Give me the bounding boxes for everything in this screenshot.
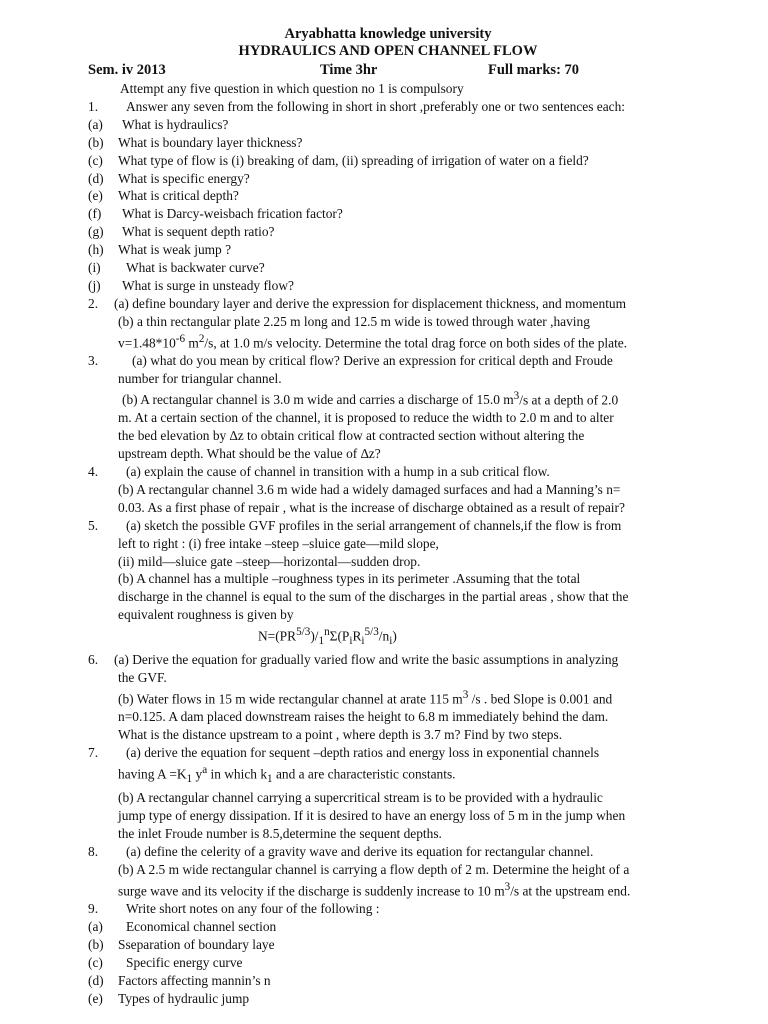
list-item: (e) Types of hydraulic jump [88, 990, 250, 1006]
subject-title: HYDRAULICS AND OPEN CHANNEL FLOW [238, 43, 538, 59]
question-6: 6. (a) Derive the equation for gradually varied flow and write the basic assumptions in analyzing [88, 652, 619, 668]
exam-time: Time 3hr [320, 62, 378, 78]
question-1 [88, 98, 718, 116]
question-number: 9. [88, 901, 99, 917]
list-item: (j) What is surge in unsteady flow? [88, 277, 294, 293]
list-item: (d) Factors affecting mannin’s n [88, 972, 271, 988]
question-text: Answer any seven from the following in short in short ,preferably one or two sentences each: [126, 98, 626, 114]
university-name: Aryabhatta knowledge university [284, 26, 492, 42]
list-item: (a) What is hydraulics? [88, 116, 229, 132]
question-number: 7. [88, 745, 99, 761]
list-item: (a) Economical channel section [88, 918, 277, 934]
semester: Sem. iv 2013 [88, 62, 166, 78]
question-number: 3. [88, 353, 99, 369]
question-3: 3. (a) what do you mean by critical flow? Derive an expression for critical depth and Froude [88, 353, 613, 369]
list-item: (f) What is Darcy-weisbach frication factor? [88, 206, 343, 222]
exam-meta [88, 60, 718, 80]
list-item: (i) What is backwater curve? [88, 260, 265, 276]
list-item: (c) Specific energy curve [88, 954, 243, 970]
question-number: 6. [88, 652, 99, 668]
list-item: (e) What is critical depth? [88, 188, 239, 204]
question-number: 5. [88, 517, 99, 533]
list-item: (b) Sseparation of boundary laye [88, 936, 275, 952]
list-item: (d) What is specific energy? [88, 170, 250, 186]
full-marks: Full marks: 70 [488, 62, 580, 78]
question-number: 4. [88, 463, 99, 479]
question-8: 8. (a) define the celerity of a gravity wave and derive its equation for rectangular channel. [88, 843, 594, 859]
question-9: 9. Write short notes on any four of the following : [88, 901, 380, 917]
list-item: (h) What is weak jump ? [88, 242, 232, 258]
question-number: 2. [88, 295, 99, 311]
question-7: 7. (a) derive the equation for sequent –depth ratios and energy loss in exponential channels [88, 745, 600, 761]
question-2: 2. (a) define boundary layer and derive the expression for displacement thickness, and momentum [88, 295, 627, 311]
question-5: 5. (a) sketch the possible GVF profiles in the serial arrangement of channels,if the flow is from [88, 517, 622, 533]
list-item: (c) What type of flow is (i) breaking of dam, (ii) spreading of irrigation of water on a field? [88, 152, 589, 168]
question-number: 8. [88, 843, 99, 859]
question-number: 1. [88, 98, 99, 114]
exam-paper: Aryabhatta knowledge university HYDRAULICS AND OPEN CHANNEL FLOW Sem. iv 2013 Time 3hr Full marks: 70 Attempt any five question in which question no 1 is compulsory 1. Answer any seven from the following in short in short ,preferably one or two sentences each: (a) What is hydraulics? (b) What is boundary layer thickness? (c) What type of flow is (i) breaking of dam, (ii) spreading of irrigation of water on a field? (d) What is specific energy? (e) What is critical depth? (f) What is Darcy-weisbach frication factor? (g) What is sequent depth ratio? (h) What is weak jump ? (i) What is backwater curve? (j) What is surge in unsteady flow? 2. (a) define boundary layer and derive the expression for displacement thickness, and momentum (b) a thin rectangular plate 2.25 m long and 12.5 m wide is towed through water ,having $v=1.48*10^{-6}$ $m^2/s$, at 1.0 m/s velocity. Determine the total drag force on both sides of the plate. 3. (a) what do you mean by critical flow? Derive an expression for critical depth and Froude number for triangular channel. (b) A rectangular channel is 3.0 m wide and carries a discharge of 15.0 $m^3/s$ at a depth of 2.0 m. At a certain section of the channel, it is proposed to reduce the width to 2.0 m and to alter the bed elevation by ∆z to obtain critical flow at contracted section without altering the upstream depth. What should be the value of ∆z? 4. (a) explain the cause of channel in transition with a hump in a sub critical flow. (b) A rectangular channel 3.6 m wide had a widely damaged surfaces and had a Manning’s n= 0.03. As a first phase of repair , what is the increase of discharge obtained as a result of repair? 5. (a) sketch the possible GVF profiles in the serial arrangement of channels,if the flow is from left to right : (i) free intake –steep –sluice gate—mild slope, (ii) mild—sluice gate –steep—horizontal—sudden drop. (b) A channel has a multiple –roughness types in its perimeter .Assuming that the total discharge in the channel is equal to the sum of the discharges in the partial areas , show that the equivalent roughness is given by $N=(PR^{5/3})/_1^n\Sigma(P_iR_i^{5/3}/n_i)$ 6. (a) Derive the equation for gradually varied flow and write the basic assumptions in analyzing the GVF. (b) Water flows in 15 m wide rectangular channel at arate 115 $m^3$ /s . bed Slope is 0.001 and n=0.125. A dam placed downstream raises the height to 6.8 m immediately behind the dam. What is the distance upstream to a point , where depth is 3.7 m? Find by two steps. 7. (a) derive the equation for sequent –depth ratios and energy loss in exponential channels having $A =K_1$ $y^a$ in which $k_1$ and a are characteristic constants. (b) A rectangular channel carrying a supercritical stream is to be provided with a hydraulic jump type of energy dissipation. If it is desired to have an energy loss of 5 m in the jump when the inlet Froude number is 8.5,determine the sequent depths. 8. (a) define the celerity of a gravity wave and derive its equation for rectangular channel. (b) A 2.5 m wide rectangular channel is carrying a flow depth of 2 m. Determine the height of a surge wave and its velocity if the discharge is suddenly increase to 10 $m^3/s$ at the upstream end. 9. Write short notes on any four of the following : (a) Economical channel section (b) Sseparation of boundary laye (c) Specific energy curve (d) Factors affecting mannin’s n (e) Types of hydraulic jump [0, 0, 768, 1024]
list-item: (b) What is boundary layer thickness? [88, 134, 303, 150]
list-item: (g) What is sequent depth ratio? [88, 224, 275, 240]
roughness-formula: $N=(PR^{5/3})/_1^n\Sigma(P_iR_i^{5/3}/n_i)$ [258, 626, 397, 648]
question-4: 4. (a) explain the cause of channel in transition with a hump in a sub critical flow. [88, 463, 550, 479]
instruction: Attempt any five question in which question no 1 is compulsory [120, 81, 464, 96]
